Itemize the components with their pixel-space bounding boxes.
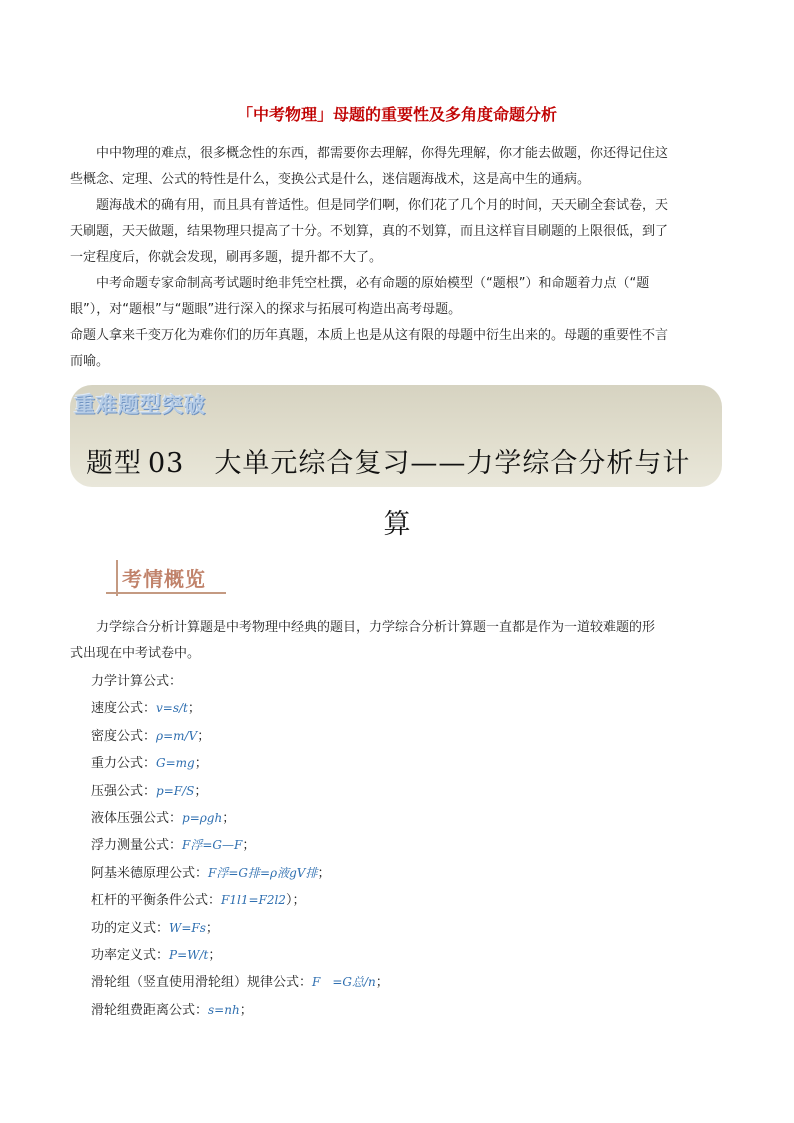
formula-item: 杠杆的平衡条件公式：F1l1=F2l2）； xyxy=(91,893,306,909)
formula-item: 液体压强公式：p=ρgh； xyxy=(91,810,236,826)
banner-tag: 重难题型突破 xyxy=(74,393,206,417)
section-heading-underline xyxy=(106,592,226,594)
formula-item: 功率定义式：P=W/t； xyxy=(91,947,222,963)
formula-item: 重力公式：G=mg； xyxy=(91,756,208,772)
section-heading-vertical-rule xyxy=(116,560,118,596)
topic-banner xyxy=(70,385,722,487)
intro-paragraph-1: 中中物理的难点，很多概念性的东西，都需要你去理解，你得先理解，你才能去做题，你还得记住这 些概念、定理、公式的特性是什么，变换公式是什么，迷信题海战术，这是高中生的通病。 xyxy=(70,146,669,187)
formula-item: 功的定义式：W=Fs； xyxy=(91,920,219,936)
intro-section xyxy=(70,141,730,375)
formula-item: 压强公式：p=F/S； xyxy=(91,783,208,799)
overview-paragraph: 力学综合分析计算题是中考物理中经典的题目，力学综合分析计算题一直都是作为一道较难题的形 式出现在中考试卷中。 xyxy=(70,620,656,661)
formula-item: 速度公式：v=s/t； xyxy=(91,701,201,717)
page-title: 「中考物理」母题的重要性及多角度命题分析 xyxy=(236,105,557,124)
section-heading: 考情概览 xyxy=(122,567,206,591)
banner-title xyxy=(86,441,690,480)
banner-prefix: 题型 xyxy=(86,448,142,479)
formulas-heading: 力学计算公式： xyxy=(91,674,183,689)
banner-title-continuation: 算 xyxy=(383,509,411,540)
formula-item: 密度公式：ρ=m/V； xyxy=(91,728,211,744)
formula-list xyxy=(91,668,731,1024)
banner-title-text: 大单元综合复习——力学综合分析与计 xyxy=(214,448,691,479)
formula-item: 浮力测量公式：F浮=G—F； xyxy=(91,838,256,854)
formula-item: 滑轮组（竖直使用滑轮组）规律公式：F =G总/n； xyxy=(91,975,389,991)
banner-number: 03 xyxy=(148,448,185,479)
section-heading-box xyxy=(106,558,226,598)
formula-item: 滑轮组费距离公式：s=nh； xyxy=(91,1002,253,1018)
intro-paragraph-3: 中考命题专家命制高考试题时绝非凭空杜撰，必有命题的原始模型（“题根”）和命题着力点（“题 眼”），对“题根”与“题眼”进行深入的探求与拓展可构造出高考母题。 xyxy=(70,276,650,317)
intro-paragraph-4: 命题人拿来千变万化为难你们的历年真题，本质上也是从这有限的母题中衍生出来的。母题的重要性不言 而喻。 xyxy=(70,328,669,369)
overview-text xyxy=(70,615,730,667)
formula-item: 阿基米德原理公式：F浮=G排=ρ液gV排； xyxy=(91,865,331,881)
intro-paragraph-2: 题海战术的确有用，而且具有普适性。但是同学们啊，你们花了几个月的时间，天天刷全套试卷，天 天刷题，天天做题，结果物理只提高了十分。不划算，真的不划算，而且这样盲目刷题的上限很低，到了 一定程度后，你就会发现，刷再多题，提升都不大了。 xyxy=(70,198,669,265)
